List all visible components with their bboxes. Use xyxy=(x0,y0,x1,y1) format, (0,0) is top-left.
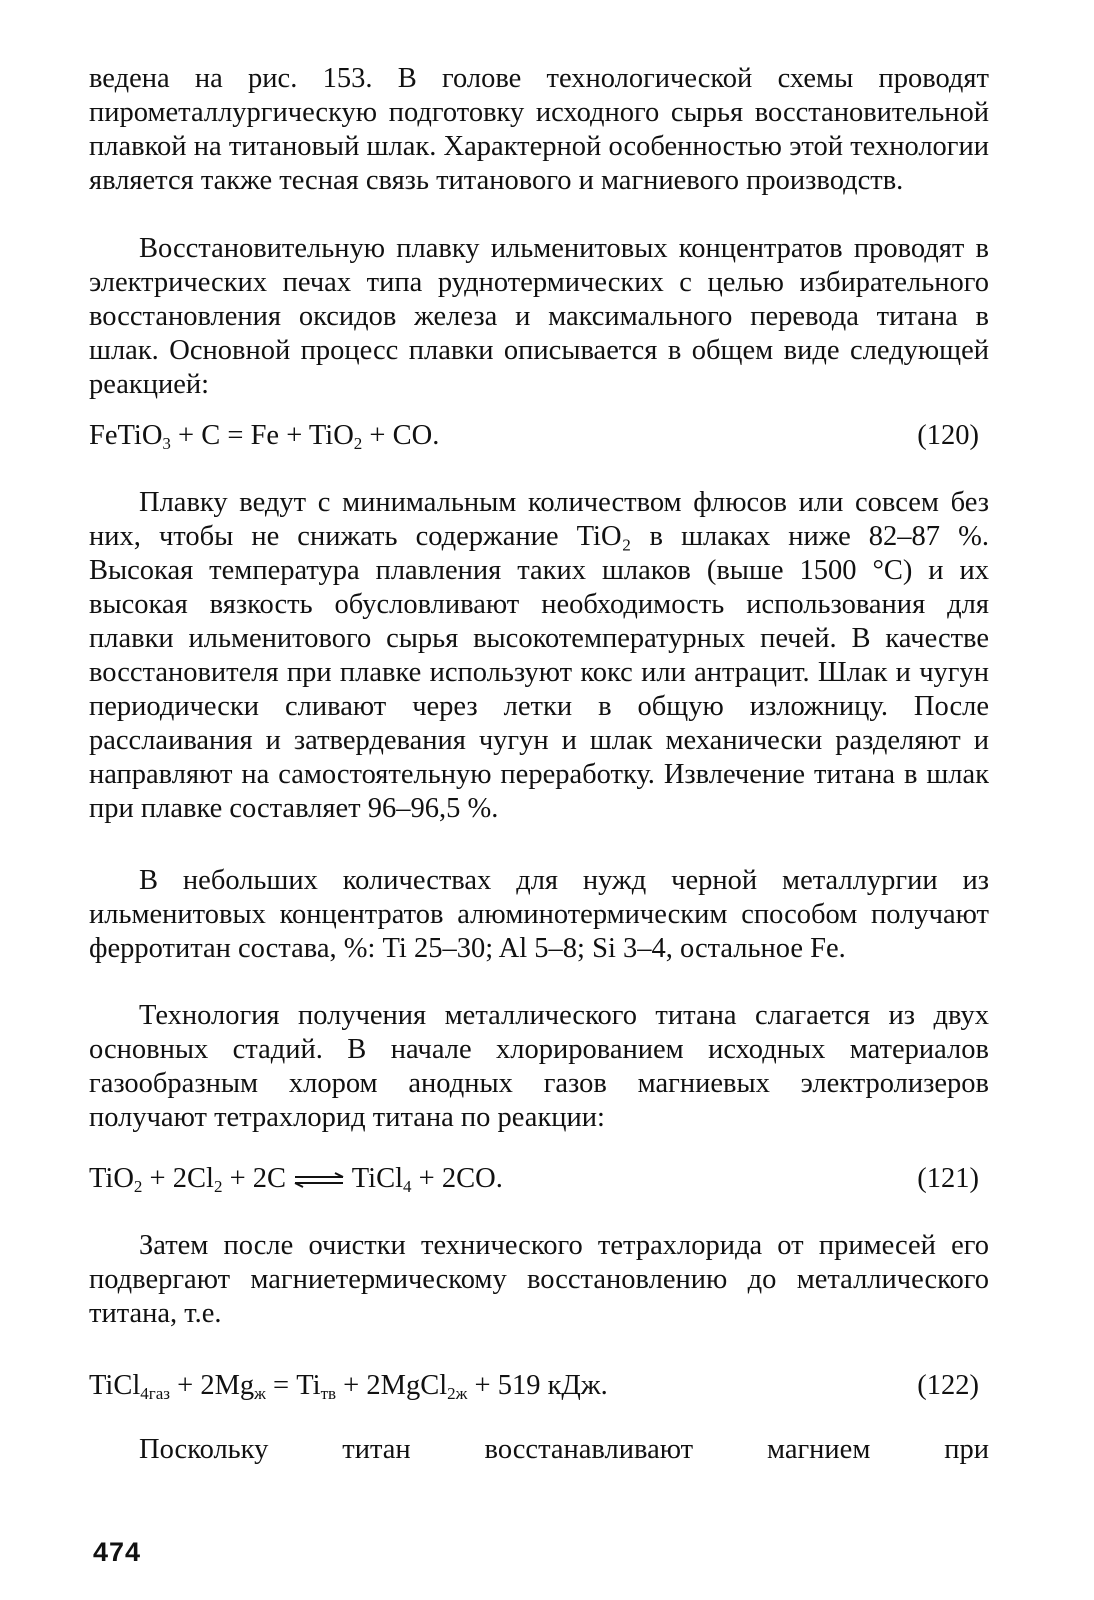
equation-120-formula: FeTiO$_3$ + C = Fe + TiO$_2$ + CO. xyxy=(89,420,440,453)
equation-number: (122) xyxy=(917,1370,979,1401)
paragraph-7: Поскольку титан восстанавливают магнием при xyxy=(139,1434,989,1465)
equation-121-formula: $TiO_2 + 2Cl_2 + 2C$ TiCl$_4$ + 2CO. xyxy=(89,1163,503,1196)
paragraph-1: ведена на рис. 153. В голове технологической схемы проводят пирометаллургическую подготовку исходного сырья восстановительной плавкой на титановый шлак. Характерной особенностью этой технологии является также тесная связь титанового и магниевого производств. xyxy=(89,63,989,196)
equation-number: (120) xyxy=(917,420,979,451)
equation-120 xyxy=(89,419,979,453)
equation-122-formula: TiCl$_{4газ}$ + $2Mg_ж = Ti_{тв}$ + 2MgCl$_{2ж}$ + 519 кДж. xyxy=(89,1370,608,1403)
paragraph-5: Технология получения металлического титана слагается из двух основных стадий. В начале хлорированием исходных материалов газообразным хлором анодных газов магниевых электролизеров получают тетрахлорид титана по реакции: xyxy=(89,1000,989,1133)
equation-122 xyxy=(89,1369,979,1403)
paragraph-4: В небольших количествах для нужд черной металлургии из ильменитовых концентратов алюминотермическим способом получают ферротитан состава, %: Ti 25–30; Al 5–8; Si 3–4, остальное Fe. xyxy=(89,865,989,964)
paragraph-2: Восстановительную плавку ильменитовых концентратов проводят в электрических печах типа руднотермических с целью избирательного восстановления оксидов железа и максимального перевода титана в шлак. Основной процесс плавки описывается в общем виде следующей реакцией: xyxy=(89,233,989,400)
equation-121 xyxy=(89,1162,979,1196)
equilibrium-arrows-icon xyxy=(293,1172,345,1188)
paragraph-6: Затем после очистки технического тетрахлорида от примесей его подвергают магниетермическому восстановлению до металлического титана, т.е. xyxy=(89,1230,989,1329)
page-number: 474 xyxy=(93,1537,142,1567)
paragraph-3: Плавку ведут с минимальным количеством флюсов или совсем без них, чтобы не снижать содержание TiO₂ в шлаках ниже 82–87 %. Высокая температура плавления таких шлаков (выше 1500 °C) и их высокая вязкость обусловливают необходимость использования для плавки ильменитового сырья высокотемпературных печей. В качестве восстановителя при плавке используют кокс или антрацит. Шлак и чугун периодически сливают через летки в общую изложницу. После расслаивания и затвердевания чугун и шлак механически разделяют и направляют на самостоятельную переработку. Извлечение титана в шлак при плавке составляет 96–96,5 %. xyxy=(89,487,989,824)
equation-number: (121) xyxy=(917,1163,979,1194)
